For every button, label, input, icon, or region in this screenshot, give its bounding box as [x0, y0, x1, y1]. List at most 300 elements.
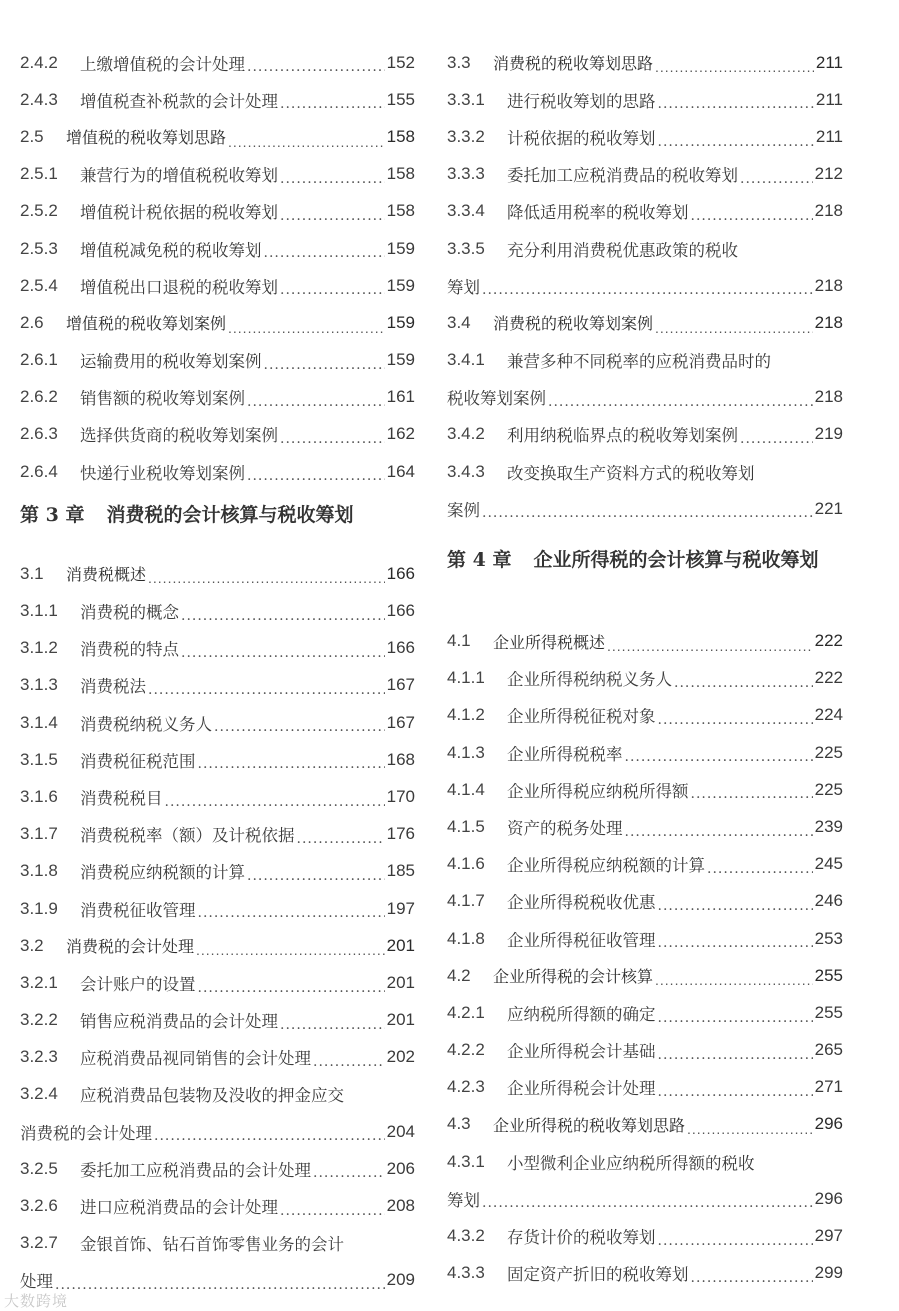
- dot-leader: [548, 390, 813, 407]
- dot-leader: [658, 1043, 813, 1060]
- page-number: 299: [814, 1263, 843, 1283]
- toc-entry[interactable]: [20, 630, 415, 667]
- toc-entry[interactable]: [447, 883, 843, 920]
- entry-title: 企业所得税的会计核算: [493, 969, 654, 987]
- entry-title-continued: 处理: [20, 1272, 53, 1292]
- entry-title: 增值税出口退税的税收筹划: [80, 277, 278, 297]
- entry-title: 增值税查补税款的会计处理: [80, 91, 278, 111]
- toc-entry[interactable]: [20, 853, 415, 890]
- toc-entry[interactable]: [20, 156, 415, 193]
- entry-title: 企业所得税会计处理: [507, 1079, 656, 1099]
- dot-leader: [214, 716, 385, 733]
- dot-leader: [625, 820, 813, 837]
- dot-leader: [607, 635, 813, 651]
- entry-number: 2.5.2: [20, 201, 58, 221]
- dot-leader: [198, 976, 385, 993]
- page-number: 206: [386, 1158, 415, 1178]
- dot-leader: [625, 746, 813, 763]
- entry-title: 增值税减免税的税收筹划: [80, 240, 262, 260]
- entry-title: 上缴增值税的会计处理: [80, 54, 245, 74]
- toc-entry[interactable]: [447, 808, 843, 845]
- dot-leader: [280, 428, 385, 445]
- page-number: 222: [814, 631, 843, 651]
- page-number: 225: [814, 742, 843, 762]
- page-number: 211: [815, 126, 843, 146]
- toc-entry[interactable]: [20, 342, 415, 379]
- toc-entry[interactable]: [20, 1039, 415, 1076]
- entry-number: 3.3.2: [447, 126, 485, 146]
- entry-title: 进口应税消费品的会计处理: [80, 1198, 278, 1218]
- toc-entry[interactable]: [447, 342, 843, 379]
- entry-number: 3.4.1: [447, 350, 485, 370]
- toc-section[interactable]: [20, 555, 415, 592]
- page-number: 159: [386, 350, 415, 370]
- entry-title: 消费税法: [80, 677, 146, 697]
- dot-leader: [247, 390, 385, 407]
- entry-title: 消费税的税收筹划思路: [493, 56, 654, 74]
- entry-number: 3.2: [20, 935, 44, 955]
- dot-leader: [482, 279, 813, 296]
- page-number: 219: [814, 424, 843, 444]
- page-number: 201: [386, 972, 415, 992]
- dot-leader: [181, 604, 385, 621]
- entry-title: 小型微利企业应纳税所得额的税收: [507, 1153, 755, 1173]
- entry-title-continued: 筹划: [447, 277, 480, 297]
- entry-title-continued: 案例: [447, 500, 480, 520]
- entry-title: 金银首饰、钻石首饰零售业务的会计: [80, 1235, 344, 1255]
- entry-number: 3.1.6: [20, 786, 58, 806]
- entry-number: 2.4.3: [20, 89, 58, 109]
- dot-leader: [196, 939, 385, 955]
- dot-leader: [154, 1125, 385, 1142]
- entry-title: 快递行业税收筹划案例: [80, 463, 245, 483]
- toc-section[interactable]: [20, 304, 415, 341]
- dot-leader: [658, 932, 813, 949]
- entry-number: 2.5.1: [20, 164, 58, 184]
- entry-number: 4.2.1: [447, 1002, 485, 1022]
- entry-number: 4.1.5: [447, 816, 485, 836]
- entry-number: 3.2.6: [20, 1196, 58, 1216]
- entry-number: 3.1.3: [20, 675, 58, 695]
- toc-entry-continuation[interactable]: [20, 1262, 415, 1299]
- toc-entry[interactable]: [20, 778, 415, 815]
- page-number: 176: [386, 824, 415, 844]
- entry-number: 4.1.6: [447, 854, 485, 874]
- dot-leader: [228, 317, 385, 333]
- toc-entry[interactable]: [20, 1150, 415, 1187]
- toc-section[interactable]: [20, 118, 415, 155]
- entry-number: 3.3.3: [447, 164, 485, 184]
- page-number: 197: [386, 898, 415, 918]
- entry-title: 委托加工应税消费品的税收筹划: [507, 166, 738, 186]
- toc-column-left: [20, 44, 415, 1299]
- entry-title: 固定资产折旧的税收筹划: [507, 1265, 689, 1285]
- dot-leader: [247, 465, 385, 482]
- page-number: 218: [814, 387, 843, 407]
- toc-entry[interactable]: [447, 734, 843, 771]
- entry-title-continued: 税收筹划案例: [447, 389, 546, 409]
- entry-title: 消费税的会计处理: [66, 939, 195, 957]
- chapter-title: 企业所得税的会计核算与税收筹划: [533, 549, 819, 572]
- entry-number: 2.6: [20, 312, 44, 332]
- entry-title-continued: 筹划: [447, 1190, 480, 1210]
- entry-title: 利用纳税临界点的税收筹划案例: [507, 426, 738, 446]
- dot-leader: [280, 279, 385, 296]
- dot-leader: [280, 1013, 385, 1030]
- entry-number: 3.1.9: [20, 898, 58, 918]
- toc-entry[interactable]: [447, 697, 843, 734]
- entry-number: 3.1.8: [20, 861, 58, 881]
- entry-title: 消费税征收管理: [80, 900, 196, 920]
- toc-entry[interactable]: [447, 660, 843, 697]
- dot-leader: [691, 1266, 813, 1283]
- entry-title: 计税依据的税收筹划: [507, 128, 656, 148]
- page-number: 296: [814, 1114, 843, 1134]
- toc-section[interactable]: [20, 927, 415, 964]
- entry-title: 降低适用税率的税收筹划: [507, 203, 689, 223]
- entry-title: 消费税概述: [66, 567, 147, 585]
- toc-entry[interactable]: [447, 994, 843, 1031]
- entry-number: 2.6.3: [20, 424, 58, 444]
- entry-number: 3.1.4: [20, 712, 58, 732]
- entry-number: 3.2.3: [20, 1047, 58, 1067]
- entry-title: 增值税计税依据的税收筹划: [80, 203, 278, 223]
- dot-leader: [482, 502, 813, 519]
- page-number: 221: [814, 498, 843, 518]
- toc-entry[interactable]: [20, 667, 415, 704]
- toc-section[interactable]: [447, 304, 843, 341]
- entry-title: 消费税税目: [80, 788, 163, 808]
- chapter-heading: [447, 527, 843, 622]
- dot-leader: [740, 428, 813, 445]
- page-number: 167: [386, 675, 415, 695]
- page-number: 201: [386, 935, 415, 955]
- entry-title: 应纳税所得额的确定: [507, 1004, 656, 1024]
- entry-title: 企业所得税应纳税所得额: [507, 781, 689, 801]
- entry-title: 增值税的税收筹划思路: [66, 130, 227, 148]
- toc-entry[interactable]: [447, 118, 843, 155]
- entry-number: 3.3.5: [447, 238, 485, 258]
- entry-title: 存货计价的税收筹划: [507, 1228, 656, 1248]
- entry-title: 企业所得税征税对象: [507, 707, 656, 727]
- toc-entry[interactable]: [447, 230, 843, 267]
- toc-section[interactable]: [447, 44, 843, 81]
- dot-leader: [228, 131, 385, 147]
- page-number: 166: [386, 638, 415, 658]
- page-number: 218: [814, 275, 843, 295]
- entry-title: 企业所得税概述: [493, 634, 606, 652]
- entry-title: 应税消费品视同销售的会计处理: [80, 1049, 311, 1069]
- entry-number: 4.1.1: [447, 668, 485, 688]
- chapter-title: 消费税的会计核算与税收筹划: [106, 504, 354, 527]
- entry-title: 销售应税消费品的会计处理: [80, 1012, 278, 1032]
- toc-entry[interactable]: [447, 1032, 843, 1069]
- toc-entry[interactable]: [447, 156, 843, 193]
- dot-leader: [280, 1199, 385, 1216]
- entry-number: 3.2.5: [20, 1158, 58, 1178]
- page-number: 218: [814, 312, 843, 332]
- entry-number: 3.1.7: [20, 824, 58, 844]
- entry-title: 企业所得税会计基础: [507, 1042, 656, 1062]
- entry-number: 4.3.2: [447, 1226, 485, 1246]
- entry-title: 增值税的税收筹划案例: [66, 316, 227, 334]
- dot-leader: [280, 204, 385, 221]
- toc-entry[interactable]: [447, 846, 843, 883]
- entry-number: 3.1.1: [20, 601, 58, 621]
- entry-number: 3.1.2: [20, 638, 58, 658]
- page-number: 170: [386, 786, 415, 806]
- entry-number: 4.1.4: [447, 779, 485, 799]
- dot-leader: [658, 1229, 813, 1246]
- page-number: 253: [814, 928, 843, 948]
- page-number: 224: [814, 705, 843, 725]
- entry-number: 4.1.8: [447, 928, 485, 948]
- entry-number: 2.6.1: [20, 350, 58, 370]
- toc-entry[interactable]: [20, 1187, 415, 1224]
- page-number: 265: [814, 1040, 843, 1060]
- toc-entry[interactable]: [447, 920, 843, 957]
- toc-entry[interactable]: [447, 1143, 843, 1180]
- entry-number: 4.2.2: [447, 1040, 485, 1060]
- dot-leader: [264, 242, 385, 259]
- toc-entry[interactable]: [20, 1002, 415, 1039]
- dot-leader: [247, 56, 385, 73]
- toc-entry[interactable]: [447, 453, 843, 490]
- toc-entry[interactable]: [20, 816, 415, 853]
- entry-title: 委托加工应税消费品的会计处理: [80, 1160, 311, 1180]
- entry-number: 3.2.4: [20, 1084, 58, 1104]
- dot-leader: [148, 567, 385, 583]
- page-number: 271: [814, 1077, 843, 1097]
- dot-leader: [198, 902, 385, 919]
- dot-leader: [247, 864, 385, 881]
- toc-entry[interactable]: [447, 416, 843, 453]
- page-number: 166: [386, 563, 415, 583]
- toc-entry[interactable]: [20, 890, 415, 927]
- page-number: 167: [386, 712, 415, 732]
- entry-number: 3.1: [20, 563, 44, 583]
- entry-number: 3.2.1: [20, 972, 58, 992]
- entry-title: 消费税税率（额）及计税依据: [80, 826, 295, 846]
- dot-leader: [181, 641, 385, 658]
- dot-leader: [655, 56, 814, 72]
- page-number: 209: [386, 1270, 415, 1290]
- entry-number: 2.4.2: [20, 52, 58, 72]
- dot-leader: [740, 167, 813, 184]
- toc-entry-continuation[interactable]: [20, 1113, 415, 1150]
- chapter-heading: [20, 490, 415, 555]
- page-number: 211: [815, 52, 843, 72]
- toc-entry[interactable]: [20, 193, 415, 230]
- page-number: 297: [814, 1226, 843, 1246]
- page-number: 204: [386, 1121, 415, 1141]
- page-number: 218: [814, 201, 843, 221]
- entry-title: 企业所得税税率: [507, 744, 623, 764]
- toc-entry[interactable]: [447, 1069, 843, 1106]
- dot-leader: [655, 317, 813, 333]
- dot-leader: [655, 969, 813, 985]
- page-number: 159: [386, 238, 415, 258]
- entry-number: 4.2.3: [447, 1077, 485, 1097]
- toc-entry[interactable]: [20, 741, 415, 778]
- entry-number: 4.1.7: [447, 891, 485, 911]
- toc-entry[interactable]: [20, 267, 415, 304]
- dot-leader: [482, 1192, 813, 1209]
- dot-leader: [687, 1118, 813, 1134]
- entry-title: 消费税的概念: [80, 603, 179, 623]
- toc-entry[interactable]: [20, 416, 415, 453]
- entry-title: 销售额的税收筹划案例: [80, 389, 245, 409]
- page-number: 185: [386, 861, 415, 881]
- page-number: 166: [386, 601, 415, 621]
- entry-number: 3.2.2: [20, 1010, 58, 1030]
- dot-leader: [691, 204, 813, 221]
- entry-number: 2.5.3: [20, 238, 58, 258]
- page-number: 202: [386, 1047, 415, 1067]
- entry-number: 2.6.2: [20, 387, 58, 407]
- entry-title: 兼营多种不同税率的应税消费品时的: [507, 352, 771, 372]
- toc-entry[interactable]: [447, 1255, 843, 1292]
- page-number: 159: [386, 275, 415, 295]
- entry-number: 4.3.3: [447, 1263, 485, 1283]
- dot-leader: [280, 93, 385, 110]
- entry-number: 3.3.1: [447, 89, 485, 109]
- entry-title: 会计账户的设置: [80, 974, 196, 994]
- entry-title: 企业所得税应纳税额的计算: [507, 856, 705, 876]
- chapter-number: 第 4 章: [447, 549, 512, 572]
- dot-leader: [658, 894, 813, 911]
- dot-leader: [55, 1274, 385, 1291]
- entry-title: 资产的税务处理: [507, 818, 623, 838]
- toc-entry-continuation[interactable]: [447, 379, 843, 416]
- entry-title: 充分利用消费税优惠政策的税收: [507, 240, 738, 260]
- page-number: 161: [386, 387, 415, 407]
- toc-entry[interactable]: [20, 592, 415, 629]
- entry-number: 4.2: [447, 965, 471, 985]
- toc-entry[interactable]: [447, 81, 843, 118]
- entry-title: 消费税的税收筹划案例: [493, 316, 654, 334]
- toc-section[interactable]: [447, 622, 843, 659]
- dot-leader: [674, 671, 813, 688]
- entry-number: 2.5.4: [20, 275, 58, 295]
- toc-entry[interactable]: [20, 379, 415, 416]
- page-number: 208: [386, 1196, 415, 1216]
- toc-entry[interactable]: [20, 453, 415, 490]
- toc-entry-continuation[interactable]: [447, 267, 843, 304]
- page-number: 239: [814, 816, 843, 836]
- page-number: 158: [386, 126, 415, 146]
- page-number: 255: [814, 965, 843, 985]
- entry-title: 选择供货商的税收筹划案例: [80, 426, 278, 446]
- entry-number: 4.1.2: [447, 705, 485, 725]
- entry-title: 消费税应纳税额的计算: [80, 863, 245, 883]
- page-number: 159: [386, 312, 415, 332]
- entry-number: 2.5: [20, 126, 44, 146]
- chapter-number: 第 3 章: [20, 504, 85, 527]
- page-number: 155: [386, 89, 415, 109]
- entry-number: 3.4.3: [447, 461, 485, 481]
- entry-number: 4.1: [447, 631, 471, 651]
- page-number: 164: [386, 461, 415, 481]
- toc-entry[interactable]: [447, 1217, 843, 1254]
- entry-number: 4.3: [447, 1114, 471, 1134]
- entry-number: 4.1.3: [447, 742, 485, 762]
- page-number: 225: [814, 779, 843, 799]
- entry-number: 4.3.1: [447, 1151, 485, 1171]
- entry-title: 企业所得税的税收筹划思路: [493, 1117, 686, 1135]
- entry-title: 进行税收筹划的思路: [507, 91, 656, 111]
- toc-entry-continuation[interactable]: [447, 1180, 843, 1217]
- dot-leader: [658, 93, 814, 110]
- entry-title: 消费税征税范围: [80, 751, 196, 771]
- entry-title: 企业所得税纳税义务人: [507, 670, 672, 690]
- dot-leader: [297, 827, 385, 844]
- dot-leader: [313, 1162, 385, 1179]
- dot-leader: [280, 167, 385, 184]
- entry-number: 3.4: [447, 312, 471, 332]
- page-number: 211: [815, 89, 843, 109]
- page-number: 212: [814, 164, 843, 184]
- dot-leader: [148, 679, 385, 696]
- toc-entry-continuation[interactable]: [447, 490, 843, 527]
- page-number: 246: [814, 891, 843, 911]
- dot-leader: [264, 353, 385, 370]
- page-number: 245: [814, 854, 843, 874]
- entry-title: 运输费用的税收筹划案例: [80, 352, 262, 372]
- watermark: 大数跨境: [4, 1292, 69, 1310]
- toc-entry[interactable]: [20, 81, 415, 118]
- toc-entry[interactable]: [20, 1225, 415, 1262]
- entry-number: 3.3.4: [447, 201, 485, 221]
- dot-leader: [658, 1080, 813, 1097]
- entry-title: 应税消费品包装物及没收的押金应交: [80, 1086, 344, 1106]
- entry-number: 3.1.5: [20, 749, 58, 769]
- page-number: 162: [386, 424, 415, 444]
- dot-leader: [658, 1006, 813, 1023]
- dot-leader: [658, 130, 814, 147]
- dot-leader: [313, 1050, 385, 1067]
- entry-title: 消费税纳税义务人: [80, 714, 212, 734]
- entry-title: 企业所得税税收优惠: [507, 893, 656, 913]
- toc-section[interactable]: [447, 957, 843, 994]
- entry-title: 消费税的特点: [80, 640, 179, 660]
- entry-title: 兼营行为的增值税税收筹划: [80, 166, 278, 186]
- toc-entry[interactable]: [20, 230, 415, 267]
- page-number: 158: [386, 201, 415, 221]
- entry-title: 改变换取生产资料方式的税收筹划: [507, 463, 755, 483]
- page-number: 158: [386, 164, 415, 184]
- toc-entry[interactable]: [447, 193, 843, 230]
- entry-number: 3.4.2: [447, 424, 485, 444]
- dot-leader: [658, 709, 813, 726]
- toc-section[interactable]: [447, 1106, 843, 1143]
- dot-leader: [165, 790, 385, 807]
- page-number: 201: [386, 1010, 415, 1030]
- page-number: 152: [386, 52, 415, 72]
- toc-entry[interactable]: [20, 964, 415, 1001]
- entry-number: 2.6.4: [20, 461, 58, 481]
- page-number: 296: [814, 1188, 843, 1208]
- entry-number: 3.3: [447, 52, 471, 72]
- toc-entry[interactable]: [20, 1076, 415, 1113]
- toc-entry[interactable]: [20, 704, 415, 741]
- entry-number: 3.2.7: [20, 1233, 58, 1253]
- toc-entry[interactable]: [447, 771, 843, 808]
- dot-leader: [198, 753, 385, 770]
- dot-leader: [691, 783, 813, 800]
- toc-entry[interactable]: [20, 44, 415, 81]
- dot-leader: [707, 857, 813, 874]
